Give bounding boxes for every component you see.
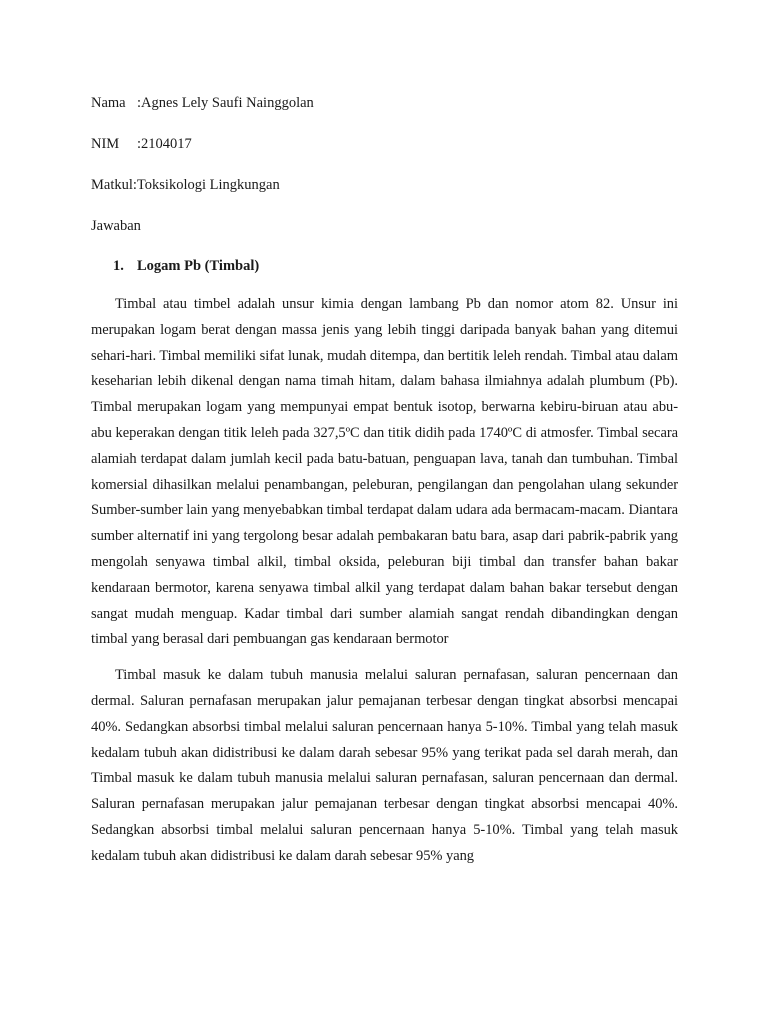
nim-separator: : [137, 136, 142, 152]
student-id: 2104017 [141, 136, 192, 152]
student-id-line [91, 131, 678, 158]
section-title: Logam Pb (Timbal) [137, 258, 260, 274]
section-number: 1. [113, 258, 124, 274]
name-label: Nama [91, 95, 126, 111]
section-heading [91, 253, 678, 280]
document-page [91, 90, 678, 880]
course-name: Toksikologi Lingkungan [136, 177, 280, 193]
name-separator: : [137, 95, 142, 111]
nim-label: NIM [91, 136, 120, 152]
paragraph: Timbal atau timbel adalah unsur kimia dengan lambang Pb dan nomor atom 82. Unsur ini merupakan logam berat dengan massa jenis yang lebih tinggi daripada banyak bahan yang ditemui sehari-hari. Timbal memiliki sifat lunak, mudah ditempa, dan bertitik leleh rendah. Timbal atau dalam keseharian lebih dikenal dengan nama timah hitam, dalam bahasa ilmiahnya adalah plumbum (Pb). Timbal merupakan logam yang mempunyai empat bentuk isotop, berwarna kebiru-biruan atau abu-abu keperakan dengan titik leleh pada 327,5ºC dan titik didih pada 1740ºC di atmosfer. Timbal secara alamiah terdapat dalam jumlah kecil pada batu-batuan, penguapan lava, tanah dan tumbuhan. Timbal komersial dihasilkan melalui penambangan, peleburan, pengilangan dan pengolahan ulang sekunder Sumber-sumber lain yang menyebabkan timbal terdapat dalam udara ada bermacam-macam. Diantara sumber alternatif ini yang tergolong besar adalah pembakaran batu bara, asap dari pabrik-pabrik yang mengolah senyawa timbal alkil, timbal oksida, peleburan biji timbal dan transfer bahan bakar kendaraan bermotor, karena senyawa timbal alkil yang terdapat dalam bahan bakar tersebut dengan sangat mudah menguap. Kadar timbal dari sumber alamiah sangat rendah dibandingkan dengan timbal yang berasal dari pembuangan gas kendaraan bermotor [91, 296, 678, 648]
course-label: Matkul [91, 177, 133, 193]
student-name-line [91, 90, 678, 117]
student-name: Agnes Lely Saufi Nainggolan [141, 95, 314, 111]
course-line [91, 172, 678, 199]
course-separator: : [132, 177, 137, 193]
answer-heading: Jawaban [91, 218, 141, 234]
paragraph: Timbal masuk ke dalam tubuh manusia melalui saluran pernafasan, saluran pencernaan dan dermal. Saluran pernafasan merupakan jalur pemajanan terbesar dengan tingkat absorbsi mencapai 40%. Sedangkan absorbsi timbal melalui saluran pencernaan hanya 5-10%. Timbal yang telah masuk kedalam tubuh akan didistribusi ke dalam darah sebesar 95% yang terikat pada sel darah merah, dan Timbal masuk ke dalam tubuh manusia melalui saluran pernafasan, saluran pencernaan dan dermal. Saluran pernafasan merupakan jalur pemajanan terbesar dengan tingkat absorbsi mencapai 40%. Sedangkan absorbsi timbal melalui saluran pencernaan hanya 5-10%. Timbal yang telah masuk kedalam tubuh akan didistribusi ke dalam darah sebesar 95% yang [91, 667, 678, 864]
